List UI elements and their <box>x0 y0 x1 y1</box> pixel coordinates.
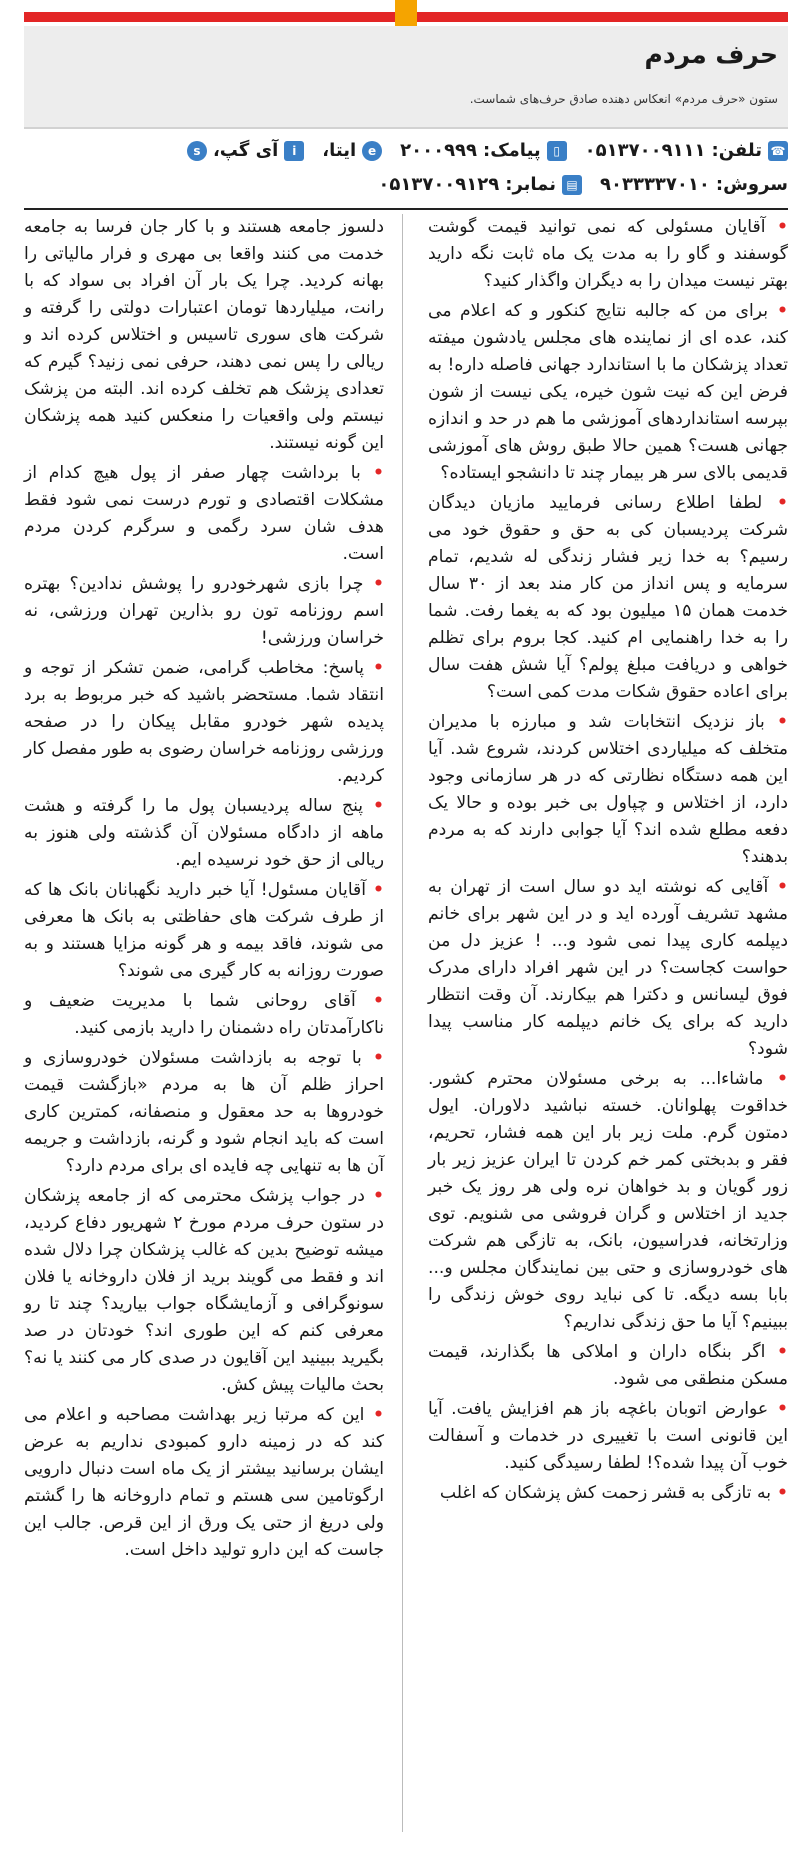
bullet-icon: • <box>355 991 384 1011</box>
eitaa-icon: e <box>362 141 382 161</box>
message <box>428 709 788 871</box>
eitaa-label: ایتا، <box>322 140 357 161</box>
message <box>428 874 788 1063</box>
bullet-icon: • <box>363 658 384 678</box>
message-text: چرا بازی شهرخودرو را پوشش ندادین؟ بهتره اسم روزنامه تون رو بذارین تهران ورزشی، نه خراسان ورزشی! <box>24 574 384 648</box>
top-accent-bar <box>0 0 812 26</box>
left-column <box>24 214 384 1567</box>
phone-icon: ☎ <box>768 141 788 161</box>
soroush-number: ۹۰۳۳۳۳۷۰۱۰ <box>600 174 710 195</box>
message-text: عوارض اتوبان باغچه باز هم افزایش یافت. آیا این قانونی است با تغییری در خدمات و آسفالت خوب آن پیدا شده؟! لطفا رسیدگی کنید. <box>428 1399 788 1473</box>
bullet-icon: • <box>764 712 788 732</box>
page-subtitle: ستون «حرف مردم» انعکاس دهنده صادق حرف‌های شماست. <box>469 92 778 106</box>
bullet-icon: • <box>361 1048 384 1068</box>
message <box>428 214 788 295</box>
eitaa-item <box>322 140 382 161</box>
igap-item <box>187 140 304 161</box>
message <box>24 1183 384 1399</box>
bullet-icon: • <box>366 880 384 900</box>
column-header <box>24 26 788 129</box>
fax-icon: ▤ <box>562 175 582 195</box>
column-separator <box>402 214 403 1832</box>
phone-number: ۰۵۱۳۷۰۰۹۱۱۱ <box>584 140 706 161</box>
message-text: لطفا اطلاع رسانی فرمایید مازیان دیدگان شرکت پردیسبان کی به حق و حقوق خود می رسیم؟ به خدا زیر فشار زندگی له شدیم، تمام سرمایه و پس انداز من کار مند بعد از ۳۰ سال خدمت همان ۱۵ میلیون بود که به یغما رفت. شما را به خدا راهنمایی ام کنید. کجا بروم برای تظلم خواهی و دریافت مبلغ پولم؟ آیا شش هفت سال برای اعاده حقوق شکات مدت کمی است؟ <box>428 493 789 702</box>
bullet-icon: • <box>771 1483 788 1503</box>
soroush-item <box>600 174 788 195</box>
contact-row-2 <box>368 174 788 195</box>
message <box>428 1480 788 1507</box>
bullet-icon: • <box>363 574 384 594</box>
message-text: آقایی که نوشته اید دو سال است از تهران به مشهد تشریف آورده اید و در این شهر برای خانم دیپلمه کاری پیدا نمی شود و... ! عزیز دل من حواست کجاست؟ در این شهر افراد دارای مدرک فوق لیسانس و دکترا هم بیکارند. آن وقت انتظار دارید که برای یک خانم دیپلمه کار مناسب پیدا شود؟ <box>428 877 788 1059</box>
columns-area <box>24 214 788 1832</box>
bullet-icon: • <box>768 1399 788 1419</box>
message <box>24 460 384 568</box>
soroush-icon: s <box>187 141 207 161</box>
message <box>24 877 384 985</box>
message <box>428 1396 788 1477</box>
message-text: به تازگی به قشر زحمت کش پزشکان که اغلب <box>439 1483 772 1503</box>
message <box>428 490 788 706</box>
bullet-icon: • <box>364 1405 384 1425</box>
header-divider <box>24 208 788 210</box>
right-column <box>428 214 788 1510</box>
bullet-icon: • <box>768 877 788 897</box>
phone-item <box>585 140 788 161</box>
contact-info <box>24 130 788 200</box>
igap-label: آی گپ، <box>212 140 279 161</box>
message <box>24 655 384 790</box>
bullet-icon: • <box>763 1069 788 1089</box>
sms-number: ۲۰۰۰۹۹۹ <box>400 140 478 161</box>
message <box>428 1339 788 1393</box>
message <box>24 571 384 652</box>
bullet-icon: • <box>762 493 788 513</box>
message <box>24 1045 384 1180</box>
message-text: با توجه به بازداشت مسئولان خودروسازی و احراز ظلم آن ها به مردم «بازگشت قیمت خودروها به حد معقول و منصفانه، کمترین کاری است که باید انجام شود و گرنه، بازداشت و جریمه آن ها به تنهایی چه فایده ای برای مردم دارد؟ <box>24 1048 384 1176</box>
phone-label: تلفن: <box>711 140 762 161</box>
yellow-tab <box>395 0 417 26</box>
message <box>24 214 384 457</box>
page-title: حرف مردم <box>644 40 778 69</box>
fax-item <box>378 174 582 195</box>
message-text: اگر بنگاه داران و املاکی ها بگذارند، قیمت مسکن منطقی می شود. <box>428 1342 788 1389</box>
message-text: آقایان مسئولی که نمی توانید قیمت گوشت گوسفند و گاو را به مدت یک ماه ثابت نگه دارید بهتر نیست میدان را به دیگران واگذار کنید؟ <box>428 217 788 291</box>
message <box>24 793 384 874</box>
message-text: آقای روحانی شما با مدیریت ضعیف و ناکارآمدتان راه دشمنان را دارید بازمی کنید. <box>24 991 384 1038</box>
bullet-icon: • <box>360 463 384 483</box>
bullet-icon: • <box>765 217 788 237</box>
message-text: آقایان مسئول! آیا خبر دارید نگهبانان بانک ها که از طرف شرکت های حفاظتی به بانک ها معرفی می شوند، فاقد بیمه و هر گونه مزایا هستند و به صورت روزانه به کار گیری می شوند؟ <box>24 880 384 981</box>
message-text: باز نزدیک انتخابات شد و مبارزه با مدیران متخلف که میلیاردی اختلاس کردند، شروع شد. آیا این همه دستگاه نظارتی که در هر سازمانی وجود دارد، از اختلاس و چپاول بی خبر بوده و حالا یک دفعه مطلع شده اند؟ آیا جوابی دارند که به مردم بدهند؟ <box>428 712 788 867</box>
bullet-icon: • <box>768 301 788 321</box>
message-text: در جواب پزشک محترمی که از جامعه پزشکان در ستون حرف مردم مورخ ۲ شهریور دفاع کردید، میشه توضیح بدین که غالب پزشکان چرا دلال شده اند و فقط می گویند برید از فلان داروخانه یا فلان سونوگرافی و آزمایشگاه جواب بیارید؟ چند تا رو معرفی کنم که این طوری اند؟ خودتان در صد بگیرید ببینید این آقایون در صدی کار می کنند یا نه؟ بحث مالیات پیش کش. <box>24 1186 384 1395</box>
message-text: پاسخ: مخاطب گرامی، ضمن تشکر از توجه و انتقاد شما. مستحضر باشید که خبر مربوط به برد پدیده شهر خودرو مقابل پیکان را در صفحه ورزشی روزنامه خراسان رضوی به طور مفصل کار کردیم. <box>24 658 384 786</box>
message <box>24 1402 384 1564</box>
message-text: دلسوز جامعه هستند و با کار جان فرسا به جامعه خدمت می کنند واقعا بی مهری و فرار مالیاتی را بهانه کردید. چرا یک بار آن افراد بی سواد که با رانت، میلیاردها تومان اعتبارات دولتی را گرفته و شرکت های سوری تاسیس و اختلاس کرده اند و ریالی را پس نمی دهند، حرفی نمی زنید؟ گیرم که تعدادی پزشک هم تخلف کرده اند. البته من پزشک نیستم ولی واقعیات را منعکس کنید همه پزشکان این گونه نیستند. <box>24 217 384 453</box>
message <box>428 298 788 487</box>
message-text: ماشاءا... به برخی مسئولان محترم کشور. خداقوت پهلوانان. خسته نباشید دلاوران. ایول دمتون گرم. ملت زیر بار این همه فشار، تحریم، فقر و بدبختی کمر خم کردن تا ایران عزیز زیر بار زور گویان و بد خواهان نره ولی هر روز یک خبر جدید از اختلاس و گران فروشی می شنویم. توی وزارتخانه، فدراسیون، بانک، به تازگی هم شرکت های خودروسازی و حتی بین نمایندگان مجلس و... بابا بسه دیگه. تا کی نباید روی خوش زندگی را ببینیم؟ آیا ما حق زندگی نداریم؟ <box>428 1069 788 1332</box>
sms-item <box>400 140 567 161</box>
soroush-label: سروش: <box>715 174 788 195</box>
message <box>24 988 384 1042</box>
fax-label: نمابر: <box>505 174 556 195</box>
message-text: این که مرتبا زیر بهداشت مصاحبه و اعلام می کند که در زمینه دارو کمبودی نداریم به عرض ایشان برسانید بیشتر از یک ماه است دنبال دارویی ارگوتامین سی هستم و تمام داروخانه ها را گشتم ولی دریغ از حتی یک ورق از این قرص. جالب این جاست که این دارو تولید داخل است. <box>24 1405 384 1560</box>
message-text: با برداشت چهار صفر از پول هیچ کدام از مشکلات اقتصادی و تورم درست نمی شود فقط هدف شان سرد رگمی و سرگرم کردن مردم است. <box>24 463 384 564</box>
message-text: برای من که جالبه نتایج کنکور و که اعلام می کند، عده ای از نماینده های مجلس یادشون میفته تعداد پزشکان ما با استاندارد جهانی فاصله داره! به فرض این که نیت شون خیره، یکی نیست از شون بپرسه استانداردهای آموزشی ما هم در حد و اندازه جهانی هست؟ همین حالا طبق روش های آموزشی قدیمی بالای سر هر بیمار چند تا دانشجو ایستاده؟ <box>428 301 788 483</box>
bullet-icon: • <box>364 1186 384 1206</box>
message <box>428 1066 788 1336</box>
contact-row-1 <box>177 140 788 161</box>
bullet-icon: • <box>363 796 384 816</box>
bullet-icon: • <box>765 1342 788 1362</box>
mobile-icon: ▯ <box>547 141 567 161</box>
fax-number: ۰۵۱۳۷۰۰۹۱۲۹ <box>378 174 500 195</box>
igap-icon: i <box>284 141 304 161</box>
message-text: پنج ساله پردیسبان پول ما را گرفته و هشت ماهه از دادگاه مسئولان آن گذشته ولی هنوز به ریالی از حق خود نرسیده ایم. <box>24 796 384 870</box>
sms-label: پیامک: <box>483 140 541 161</box>
